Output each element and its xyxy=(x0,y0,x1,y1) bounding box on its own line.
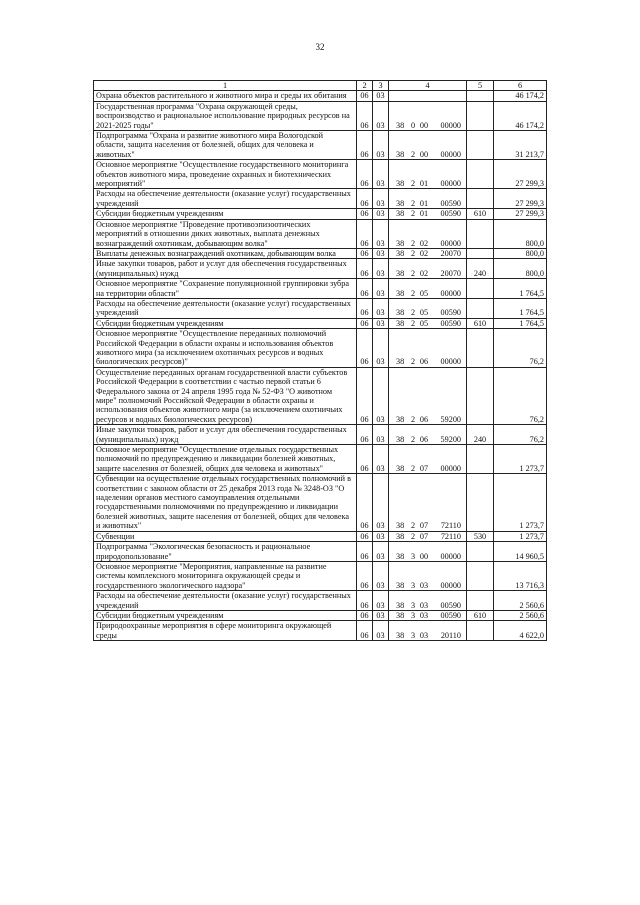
row-subsection-code: 03 xyxy=(373,531,389,541)
subprogram-code: 3 xyxy=(410,610,416,620)
row-expense-type: 610 xyxy=(467,610,494,620)
row-target-code xyxy=(389,425,467,445)
measure-code: 00 xyxy=(419,120,429,130)
direction-code: 00590 xyxy=(440,600,461,610)
subprogram-code: 2 xyxy=(410,434,416,444)
subprogram-code: 3 xyxy=(410,580,416,590)
row-target-code xyxy=(389,160,467,189)
direction-code: 00590 xyxy=(440,198,461,208)
row-section-code: 06 xyxy=(357,474,373,531)
measure-code: 00 xyxy=(419,149,429,159)
table-row xyxy=(94,259,547,279)
subprogram-code: 2 xyxy=(410,248,416,258)
row-name: Охрана объектов растительного и животного мира и среды их обитания xyxy=(94,91,357,101)
subprogram-code: 3 xyxy=(410,630,416,640)
direction-code: 00000 xyxy=(440,120,461,130)
table-row xyxy=(94,209,547,219)
row-section-code: 06 xyxy=(357,318,373,328)
column-header: 2 xyxy=(357,81,373,91)
subprogram-code: 3 xyxy=(410,600,416,610)
subprogram-code: 2 xyxy=(410,521,416,531)
row-subsection-code: 03 xyxy=(373,621,389,641)
row-amount: 800,0 xyxy=(494,219,547,248)
subprogram-code: 2 xyxy=(410,357,416,367)
table-row xyxy=(94,425,547,445)
direction-code: 59200 xyxy=(440,414,461,424)
table-row xyxy=(94,367,547,424)
row-expense-type xyxy=(467,621,494,641)
row-subsection-code: 03 xyxy=(373,425,389,445)
row-amount: 800,0 xyxy=(494,248,547,258)
row-section-code: 06 xyxy=(357,160,373,189)
table-row xyxy=(94,445,547,474)
program-code: 38 xyxy=(396,238,405,248)
row-subsection-code: 03 xyxy=(373,591,389,611)
table-row xyxy=(94,531,547,541)
row-target-code xyxy=(389,561,467,590)
row-section-code: 06 xyxy=(357,329,373,368)
measure-code: 02 xyxy=(419,248,429,258)
measure-code: 02 xyxy=(419,268,429,278)
row-target-code xyxy=(389,531,467,541)
row-subsection-code: 03 xyxy=(373,367,389,424)
row-amount: 800,0 xyxy=(494,259,547,279)
measure-code: 01 xyxy=(419,209,429,219)
direction-code: 00000 xyxy=(440,149,461,159)
subprogram-code: 2 xyxy=(410,198,416,208)
row-expense-type xyxy=(467,561,494,590)
program-code: 38 xyxy=(396,610,405,620)
program-code: 38 xyxy=(396,434,405,444)
row-amount: 14 960,5 xyxy=(494,542,547,562)
row-name: Осуществление переданных органам государственной власти субъектов Российской Федерации в соответствии с частью первой статьи 6 Федерального закона от 24 апреля 1995 года № 52-ФЗ "О животном мире" полномочий Российской Федерации в области охраны и использования объектов животного мира (за исключением охотничьих ресурсов и водных биологических ресурсов) xyxy=(94,367,357,424)
program-code: 38 xyxy=(396,600,405,610)
row-subsection-code: 03 xyxy=(373,445,389,474)
program-code: 38 xyxy=(396,551,405,561)
row-name: Расходы на обеспечение деятельности (оказание услуг) государственных учреждений xyxy=(94,189,357,209)
measure-code: 06 xyxy=(419,357,429,367)
row-expense-type: 610 xyxy=(467,318,494,328)
subprogram-code: 3 xyxy=(410,551,416,561)
table-row xyxy=(94,298,547,318)
row-section-code: 06 xyxy=(357,621,373,641)
row-subsection-code: 03 xyxy=(373,610,389,620)
direction-code: 20070 xyxy=(440,268,461,278)
program-code: 38 xyxy=(396,521,405,531)
measure-code: 07 xyxy=(419,463,429,473)
table-row xyxy=(94,621,547,641)
row-expense-type xyxy=(467,160,494,189)
row-subsection-code: 03 xyxy=(373,561,389,590)
subprogram-code: 2 xyxy=(410,149,416,159)
row-expense-type xyxy=(467,298,494,318)
row-section-code: 06 xyxy=(357,542,373,562)
direction-code: 00590 xyxy=(440,209,461,219)
row-subsection-code: 03 xyxy=(373,160,389,189)
row-section-code: 06 xyxy=(357,209,373,219)
program-code: 38 xyxy=(396,120,405,130)
row-amount: 27 299,3 xyxy=(494,160,547,189)
direction-code: 72110 xyxy=(440,521,461,531)
row-name: Субсидии бюджетным учреждениям xyxy=(94,209,357,219)
row-target-code xyxy=(389,318,467,328)
table-row xyxy=(94,131,547,160)
row-target-code xyxy=(389,131,467,160)
measure-code: 03 xyxy=(419,630,429,640)
table-row xyxy=(94,279,547,299)
row-expense-type xyxy=(467,248,494,258)
subprogram-code: 0 xyxy=(410,120,416,130)
row-name: Расходы на обеспечение деятельности (оказание услуг) государственных учреждений xyxy=(94,591,357,611)
row-name: Основное мероприятие "Осуществление переданных полномочий Российской Федерации в области охраны и использования объектов животного мира (за исключением охотничьих ресурсов и водных биологических ресурсов)" xyxy=(94,329,357,368)
table-body xyxy=(94,91,547,641)
row-expense-type: 610 xyxy=(467,209,494,219)
row-section-code: 06 xyxy=(357,425,373,445)
row-target-code xyxy=(389,474,467,531)
program-code: 38 xyxy=(396,268,405,278)
row-section-code: 06 xyxy=(357,259,373,279)
direction-code: 00590 xyxy=(440,610,461,620)
table-row xyxy=(94,474,547,531)
row-amount: 1 273,7 xyxy=(494,474,547,531)
row-expense-type xyxy=(467,591,494,611)
table-row xyxy=(94,248,547,258)
row-amount: 13 716,3 xyxy=(494,561,547,590)
row-name: Государственная программа "Охрана окружающей среды, воспроизводство и рациональное использование природных ресурсов на 2021-2025 годы" xyxy=(94,101,357,130)
program-code: 38 xyxy=(396,179,405,189)
row-target-code xyxy=(389,329,467,368)
table-row xyxy=(94,189,547,209)
row-expense-type xyxy=(467,219,494,248)
row-target-code xyxy=(389,91,467,101)
row-name: Субсидии бюджетным учреждениям xyxy=(94,318,357,328)
row-subsection-code: 03 xyxy=(373,318,389,328)
row-subsection-code: 03 xyxy=(373,474,389,531)
row-amount: 2 560,6 xyxy=(494,591,547,611)
row-name: Основное мероприятие "Проведение противоэпизоотических мероприятий в отношении диких животных, выплата денежных вознаграждений охотникам, добывающим волка" xyxy=(94,219,357,248)
row-target-code xyxy=(389,367,467,424)
row-expense-type xyxy=(467,542,494,562)
row-name: Основное мероприятие "Осуществление государственного мониторинга объектов животного мира, проведение охранных и биотехнических мероприятий" xyxy=(94,160,357,189)
table-row xyxy=(94,318,547,328)
measure-code: 07 xyxy=(419,521,429,531)
measure-code: 00 xyxy=(419,551,429,561)
row-subsection-code: 03 xyxy=(373,209,389,219)
row-subsection-code: 03 xyxy=(373,219,389,248)
direction-code: 00000 xyxy=(440,357,461,367)
program-code: 38 xyxy=(396,209,405,219)
row-target-code xyxy=(389,279,467,299)
subprogram-code: 2 xyxy=(410,268,416,278)
row-name: Основное мероприятие "Сохранение популяционной группировки зубра на территории области" xyxy=(94,279,357,299)
direction-code: 00590 xyxy=(440,308,461,318)
row-target-code xyxy=(389,445,467,474)
row-subsection-code: 03 xyxy=(373,101,389,130)
direction-code: 00590 xyxy=(440,318,461,328)
row-name: Основное мероприятие "Мероприятия, направленные на развитие системы комплексного мониторинга окружающей среды и государственного экологического надзора" xyxy=(94,561,357,590)
direction-code: 00000 xyxy=(440,551,461,561)
row-target-code xyxy=(389,101,467,130)
row-subsection-code: 03 xyxy=(373,298,389,318)
row-expense-type xyxy=(467,367,494,424)
row-section-code: 06 xyxy=(357,445,373,474)
program-code: 38 xyxy=(396,149,405,159)
row-amount: 31 213,7 xyxy=(494,131,547,160)
program-code: 38 xyxy=(396,531,405,541)
subprogram-code: 2 xyxy=(410,531,416,541)
direction-code: 72110 xyxy=(440,531,461,541)
row-target-code xyxy=(389,248,467,258)
row-subsection-code: 03 xyxy=(373,189,389,209)
measure-code: 03 xyxy=(419,610,429,620)
table-row xyxy=(94,219,547,248)
column-header: 6 xyxy=(494,81,547,91)
subprogram-code: 2 xyxy=(410,288,416,298)
program-code: 38 xyxy=(396,308,405,318)
row-amount: 1 764,5 xyxy=(494,298,547,318)
row-subsection-code: 03 xyxy=(373,329,389,368)
subprogram-code: 2 xyxy=(410,238,416,248)
row-expense-type xyxy=(467,131,494,160)
row-expense-type: 530 xyxy=(467,531,494,541)
row-name: Иные закупки товаров, работ и услуг для обеспечения государственных (муниципальных) нужд xyxy=(94,425,357,445)
measure-code: 03 xyxy=(419,600,429,610)
direction-code: 00000 xyxy=(440,179,461,189)
row-name: Субвенции xyxy=(94,531,357,541)
row-section-code: 06 xyxy=(357,131,373,160)
row-amount: 76,2 xyxy=(494,367,547,424)
row-amount: 1 273,7 xyxy=(494,531,547,541)
column-header: 4 xyxy=(389,81,467,91)
row-amount: 1 764,5 xyxy=(494,279,547,299)
measure-code: 07 xyxy=(419,531,429,541)
table-row xyxy=(94,591,547,611)
row-subsection-code: 03 xyxy=(373,279,389,299)
row-name: Выплаты денежных вознаграждений охотникам, добывающим волка xyxy=(94,248,357,258)
table-row xyxy=(94,610,547,620)
row-expense-type xyxy=(467,279,494,299)
table-row xyxy=(94,329,547,368)
direction-code: 00000 xyxy=(440,238,461,248)
row-section-code: 06 xyxy=(357,189,373,209)
row-amount: 4 622,0 xyxy=(494,621,547,641)
measure-code: 05 xyxy=(419,318,429,328)
column-header: 3 xyxy=(373,81,389,91)
measure-code: 02 xyxy=(419,238,429,248)
row-target-code xyxy=(389,542,467,562)
row-target-code xyxy=(389,219,467,248)
row-subsection-code: 03 xyxy=(373,542,389,562)
subprogram-code: 2 xyxy=(410,209,416,219)
subprogram-code: 2 xyxy=(410,318,416,328)
row-expense-type xyxy=(467,189,494,209)
row-expense-type xyxy=(467,329,494,368)
measure-code: 01 xyxy=(419,198,429,208)
row-expense-type: 240 xyxy=(467,259,494,279)
program-code: 38 xyxy=(396,288,405,298)
row-name: Иные закупки товаров, работ и услуг для обеспечения государственных (муниципальных) нужд xyxy=(94,259,357,279)
table-row xyxy=(94,561,547,590)
row-section-code: 06 xyxy=(357,367,373,424)
direction-code: 00000 xyxy=(440,463,461,473)
direction-code: 20070 xyxy=(440,248,461,258)
row-name: Подпрограмма "Охрана и развитие животного мира Вологодской области, защита населения от болезней, общих для человека и животных" xyxy=(94,131,357,160)
row-subsection-code: 03 xyxy=(373,131,389,160)
row-expense-type xyxy=(467,91,494,101)
row-section-code: 06 xyxy=(357,91,373,101)
row-name: Субвенции на осуществление отдельных государственных полномочий в соответствии с законом области от 25 декабря 2013 года № 3248-ОЗ "О наделении органов местного самоуправления отдельными государственными полномочиями по предупреждению и ликвидации болезней животных, защите населения от болезней, общих для человека и животных" xyxy=(94,474,357,531)
row-amount: 46 174,2 xyxy=(494,101,547,130)
program-code: 38 xyxy=(396,630,405,640)
row-target-code xyxy=(389,610,467,620)
row-section-code: 06 xyxy=(357,610,373,620)
measure-code: 03 xyxy=(419,580,429,590)
measure-code: 01 xyxy=(419,179,429,189)
row-name: Основное мероприятие "Осуществление отдельных государственных полномочий по предупреждению и ликвидации болезней животных, защите населения от болезней, общих для человека и животных" xyxy=(94,445,357,474)
row-expense-type xyxy=(467,474,494,531)
row-expense-type xyxy=(467,445,494,474)
row-amount: 27 299,3 xyxy=(494,189,547,209)
row-amount: 76,2 xyxy=(494,329,547,368)
program-code: 38 xyxy=(396,580,405,590)
row-target-code xyxy=(389,259,467,279)
direction-code: 00000 xyxy=(440,580,461,590)
row-section-code: 06 xyxy=(357,279,373,299)
budget-table xyxy=(93,80,547,641)
measure-code: 06 xyxy=(419,434,429,444)
row-section-code: 06 xyxy=(357,591,373,611)
table-row xyxy=(94,542,547,562)
program-code: 38 xyxy=(396,248,405,258)
program-code: 38 xyxy=(396,318,405,328)
table-row xyxy=(94,160,547,189)
column-header: 1 xyxy=(94,81,357,91)
subprogram-code: 2 xyxy=(410,463,416,473)
row-amount: 1 273,7 xyxy=(494,445,547,474)
row-section-code: 06 xyxy=(357,219,373,248)
measure-code: 06 xyxy=(419,414,429,424)
row-amount: 1 764,5 xyxy=(494,318,547,328)
row-expense-type xyxy=(467,101,494,130)
subprogram-code: 2 xyxy=(410,308,416,318)
row-target-code xyxy=(389,591,467,611)
table-row xyxy=(94,91,547,101)
page-number: 32 xyxy=(315,42,325,52)
subprogram-code: 2 xyxy=(410,179,416,189)
row-section-code: 06 xyxy=(357,531,373,541)
row-target-code xyxy=(389,209,467,219)
direction-code: 59200 xyxy=(440,434,461,444)
program-code: 38 xyxy=(396,463,405,473)
column-header: 5 xyxy=(467,81,494,91)
row-name: Расходы на обеспечение деятельности (оказание услуг) государственных учреждений xyxy=(94,298,357,318)
subprogram-code: 2 xyxy=(410,414,416,424)
program-code: 38 xyxy=(396,414,405,424)
measure-code: 05 xyxy=(419,308,429,318)
row-section-code: 06 xyxy=(357,298,373,318)
row-target-code xyxy=(389,189,467,209)
row-amount: 76,2 xyxy=(494,425,547,445)
row-target-code xyxy=(389,621,467,641)
header-row xyxy=(94,81,547,91)
table-row xyxy=(94,101,547,130)
row-name: Подпрограмма "Экологическая безопасность и рациональное природопользование" xyxy=(94,542,357,562)
program-code: 38 xyxy=(396,198,405,208)
row-name: Природоохранные мероприятия в сфере мониторинга окружающей среды xyxy=(94,621,357,641)
row-target-code xyxy=(389,298,467,318)
row-section-code: 06 xyxy=(357,561,373,590)
row-section-code: 06 xyxy=(357,248,373,258)
measure-code: 05 xyxy=(419,288,429,298)
row-expense-type: 240 xyxy=(467,425,494,445)
row-subsection-code: 03 xyxy=(373,248,389,258)
row-amount: 46 174,2 xyxy=(494,91,547,101)
row-amount: 27 299,3 xyxy=(494,209,547,219)
row-section-code: 06 xyxy=(357,101,373,130)
row-amount: 2 560,6 xyxy=(494,610,547,620)
row-subsection-code: 03 xyxy=(373,91,389,101)
program-code: 38 xyxy=(396,357,405,367)
direction-code: 00000 xyxy=(440,288,461,298)
direction-code: 20110 xyxy=(440,630,461,640)
row-name: Субсидии бюджетным учреждениям xyxy=(94,610,357,620)
row-subsection-code: 03 xyxy=(373,259,389,279)
